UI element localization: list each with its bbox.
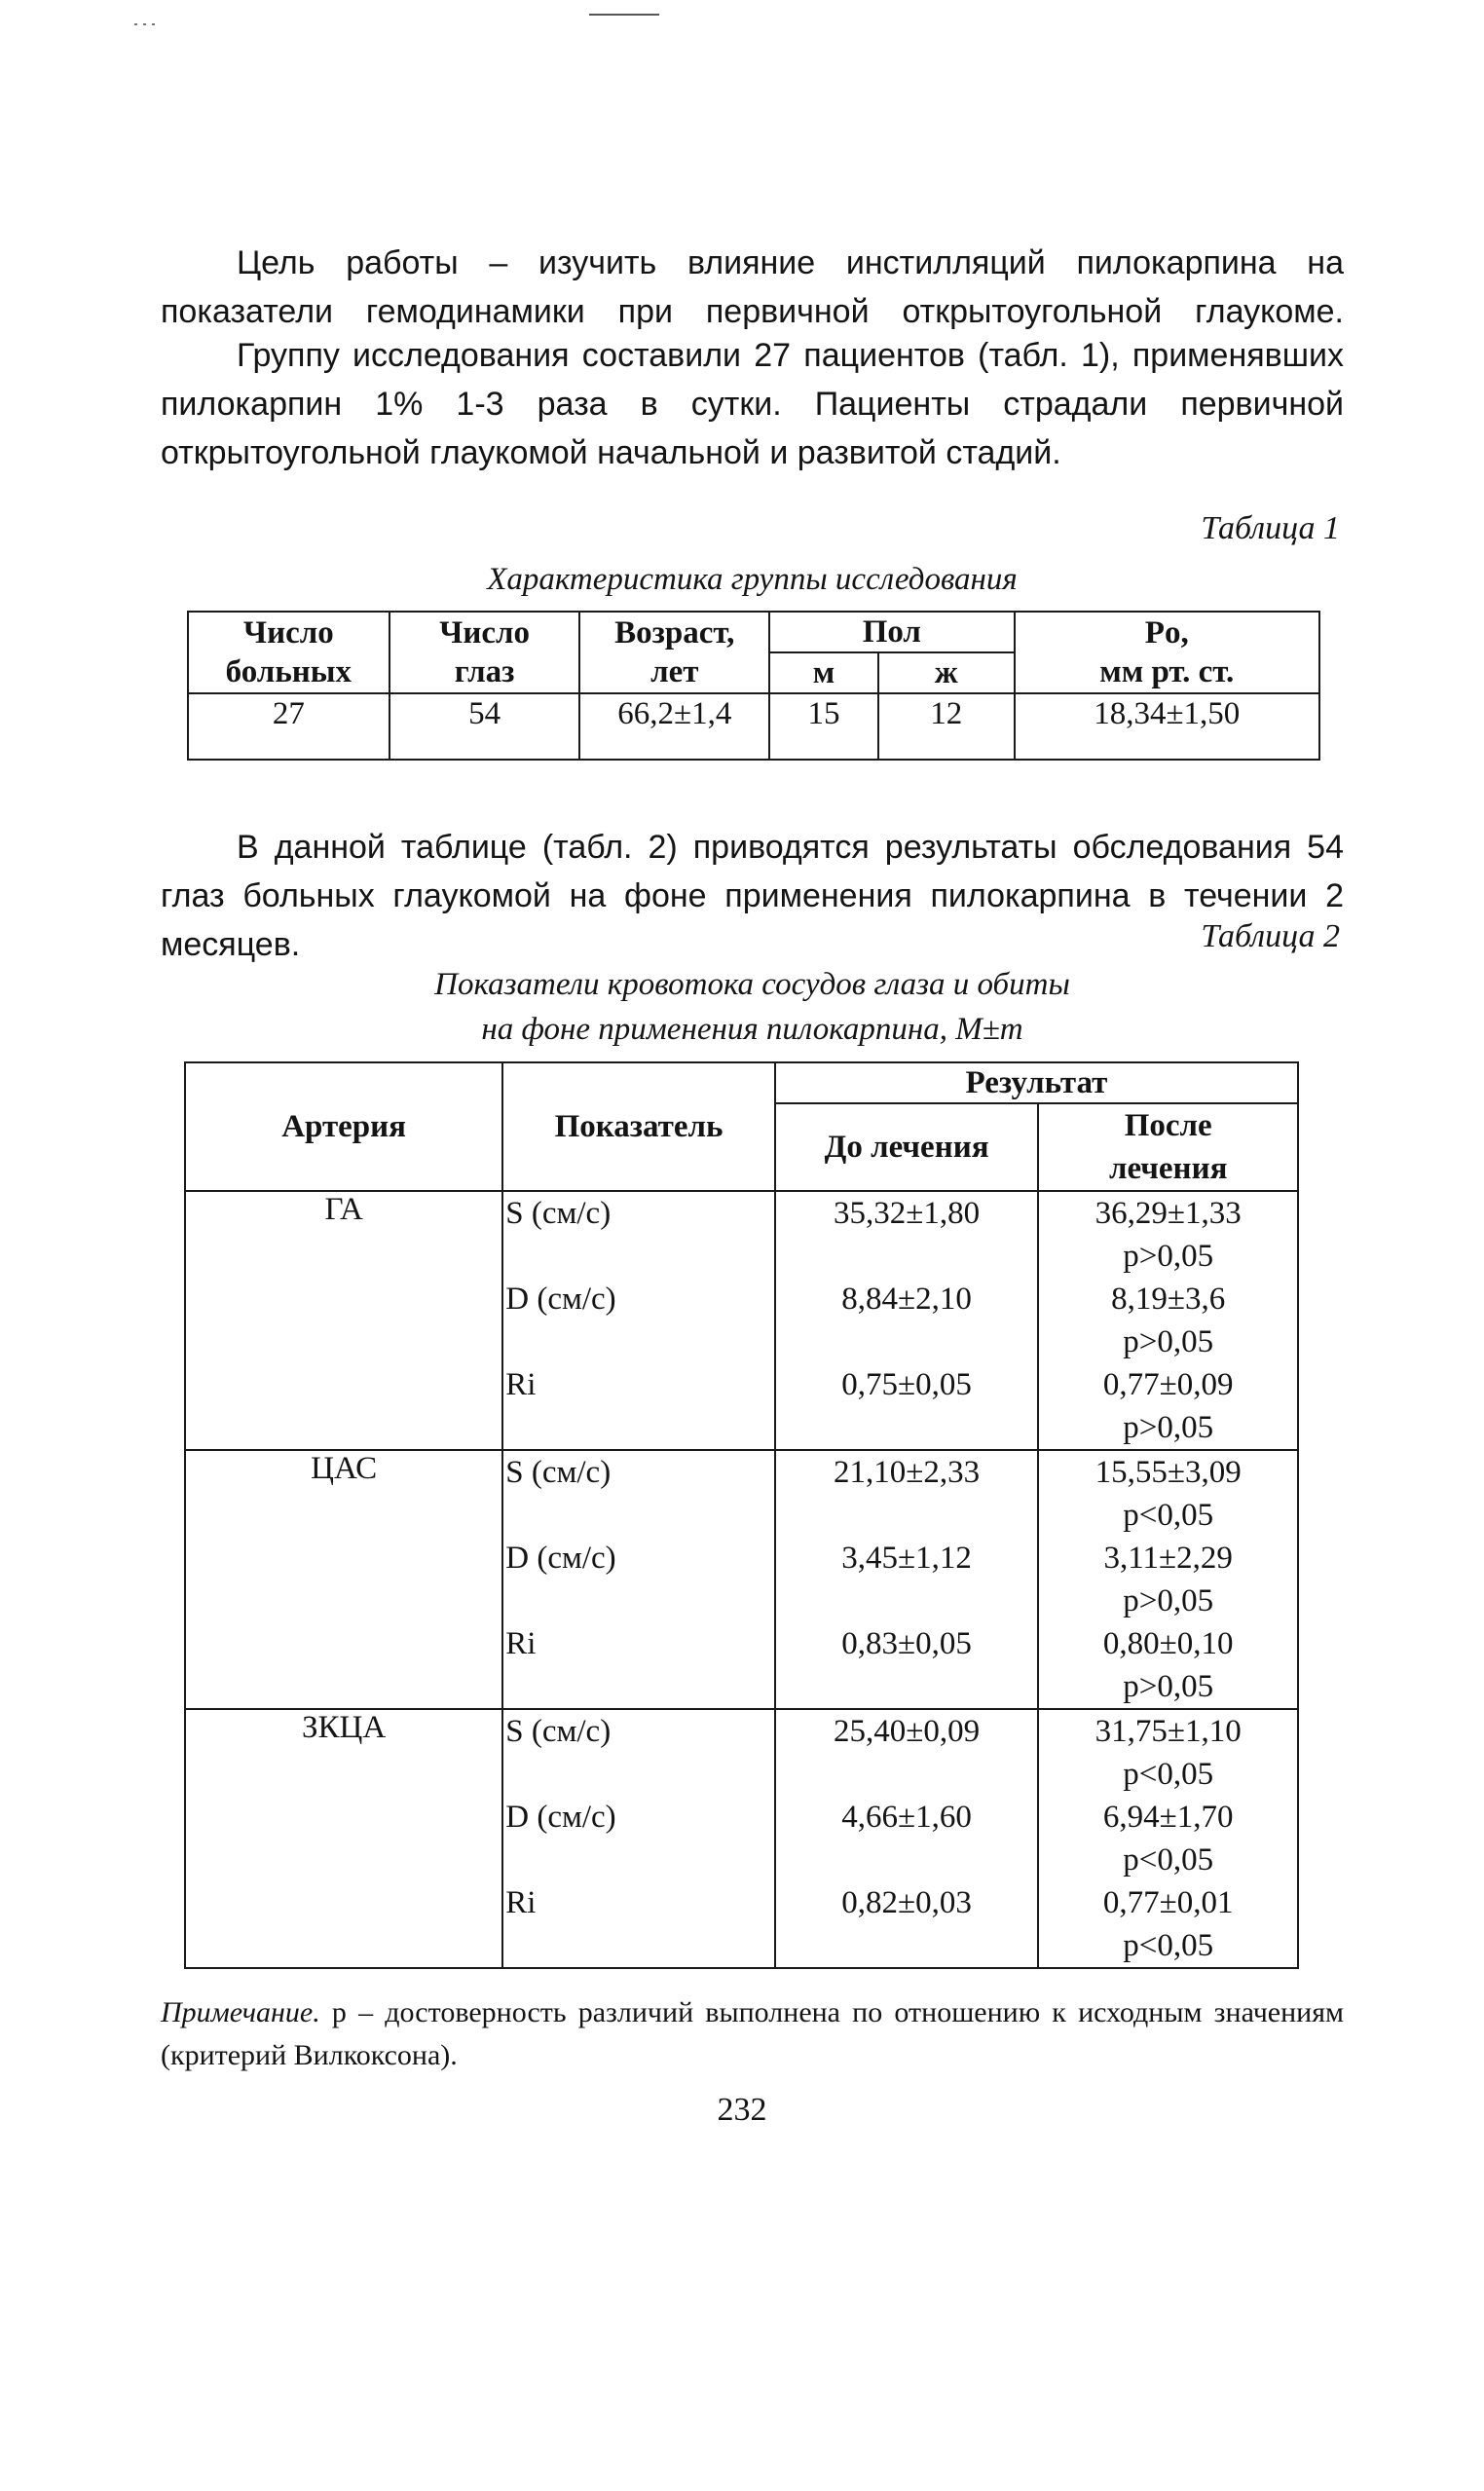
table1-label: Таблица 1 (1201, 510, 1340, 546)
table2-label: Таблица 2 (1201, 918, 1340, 954)
t1-header-age-l1: Возраст, (614, 615, 735, 651)
t2-before-ga (775, 1191, 1039, 1450)
t1-header-patients-l1: Число (242, 615, 334, 651)
t1-cell-po: 18,34±1,50 (1015, 693, 1319, 760)
t1-header-sex: Пол (769, 612, 1014, 652)
t2-ind: D (см/с) (505, 1800, 616, 1835)
t1-header-patients-l2: больных (225, 654, 352, 689)
table1 (187, 611, 1320, 761)
t1-cell-male: 15 (769, 693, 878, 760)
t2-before-cas (775, 1450, 1039, 1709)
table2-caption-line2: на фоне применения пилокарпина, M±m (481, 1012, 1023, 1047)
t2-p-value: p>0,05 (1123, 1669, 1214, 1704)
paragraph-group (161, 331, 1344, 477)
scan-specks (134, 23, 160, 25)
t2-header-after-l2: лечения (1108, 1151, 1228, 1186)
t1-header-po (1015, 612, 1319, 693)
t2-ind: S (см/с) (505, 1714, 612, 1749)
table-note (161, 1991, 1344, 2077)
t1-header-po-l1: Po, (1144, 615, 1189, 651)
t2-p-value: p<0,05 (1123, 1842, 1214, 1878)
paragraph-table2-intro (161, 823, 1344, 969)
t2-before-zkca (775, 1709, 1039, 1968)
t2-ind: Ri (505, 1367, 537, 1402)
t2-p-value: p>0,05 (1123, 1239, 1214, 1274)
t1-header-eyes-l1: Число (439, 615, 531, 651)
paragraph-goal-text: Цель работы – изучить влияние инстилляций пилокарпина на показатели гемодинамики при первичной открытоугольной глаукоме. (161, 244, 1344, 330)
t1-cell-eyes: 54 (390, 693, 580, 760)
t2-before: 35,32±1,80 (834, 1196, 981, 1231)
t2-before: 8,84±2,10 (841, 1282, 972, 1317)
t1-cell-female: 12 (878, 693, 1015, 760)
t2-artery-ga: ГА (185, 1191, 502, 1450)
t2-header-before: До лечения (775, 1103, 1039, 1191)
t2-ind: S (см/с) (505, 1455, 612, 1490)
table-row (185, 1709, 1298, 1968)
t1-cell-patients: 27 (188, 693, 390, 760)
t1-header-age (579, 612, 769, 693)
t1-header-eyes-l2: глаз (454, 654, 515, 689)
note-label: Примечание. (161, 1996, 320, 2028)
t1-cell-age: 66,2±1,4 (579, 693, 769, 760)
t2-before: 0,82±0,03 (841, 1885, 972, 1920)
t1-header-female: ж (878, 652, 1015, 693)
t2-ind: D (см/с) (505, 1541, 616, 1576)
t2-header-after (1038, 1103, 1298, 1191)
t2-before: 0,83±0,05 (841, 1626, 972, 1661)
t2-p-value: p<0,05 (1123, 1498, 1214, 1533)
t2-after-zkca (1038, 1709, 1298, 1968)
t2-header-after-l1: После (1124, 1108, 1212, 1143)
t2-after: 36,29±1,33 (1094, 1196, 1242, 1231)
t2-after: 0,80±0,10 (1102, 1626, 1234, 1661)
t2-before: 21,10±2,33 (834, 1455, 981, 1490)
t2-artery-cas: ЦАС (185, 1450, 502, 1709)
note-text: p – достоверность различий выполнена по отношению к исходным значениям (критерий Вилкоксона). (161, 1996, 1344, 2071)
t2-indicators-cas (502, 1450, 775, 1709)
t2-before: 4,66±1,60 (841, 1800, 972, 1835)
t2-header-indicator: Показатель (502, 1062, 775, 1191)
t2-after: 3,11±2,29 (1103, 1541, 1233, 1576)
t2-header-result: Результат (775, 1062, 1298, 1103)
table-row (185, 1450, 1298, 1709)
table1-caption: Характеристика группы исследования (487, 562, 1018, 597)
t2-indicators-ga (502, 1191, 775, 1450)
t2-indicators-zkca (502, 1709, 775, 1968)
table-row (185, 1191, 1298, 1450)
t2-after: 15,55±3,09 (1094, 1455, 1242, 1490)
t2-after: 31,75±1,10 (1094, 1714, 1242, 1749)
t2-before: 25,40±0,09 (834, 1714, 981, 1749)
t2-before: 0,75±0,05 (841, 1367, 972, 1402)
t2-ind: S (см/с) (505, 1196, 612, 1231)
table2-caption-line1: Показатели кровотока сосудов глаза и обиты (434, 967, 1070, 1002)
t2-after: 6,94±1,70 (1102, 1800, 1234, 1835)
t1-header-age-l2: лет (650, 654, 699, 689)
table-row (188, 693, 1319, 760)
t2-p-value: p<0,05 (1123, 1928, 1214, 1963)
paragraph-table2-intro-text: В данной таблице (табл. 2) приводятся результаты обследования 54 глаз больных глаукомой на фоне применения пилокарпина в течении 2 месяцев. (161, 829, 1344, 963)
t2-header-artery: Артерия (185, 1062, 502, 1191)
t2-p-value: p>0,05 (1123, 1410, 1214, 1445)
top-rule (589, 14, 659, 16)
t1-header-male: м (769, 652, 878, 693)
t1-header-eyes (390, 612, 580, 693)
paragraph-group-text: Группу исследования составили 27 пациентов (табл. 1), применявших пилокарпин 1% 1-3 раза в сутки. Пациенты страдали первичной открытоугольной глаукомой начальной и развитой стадий. (161, 337, 1344, 471)
t2-ind: Ri (505, 1885, 537, 1920)
table2 (184, 1061, 1299, 1969)
paragraph-goal (161, 239, 1344, 336)
t2-p-value: p>0,05 (1123, 1324, 1214, 1359)
page-number: 232 (717, 2092, 767, 2128)
t1-header-po-l2: мм рт. ст. (1099, 654, 1235, 689)
t1-header-patients (188, 612, 390, 693)
t2-ind: Ri (505, 1626, 537, 1661)
t2-after-ga (1038, 1191, 1298, 1450)
t2-after: 8,19±3,6 (1111, 1282, 1226, 1317)
t2-after: 0,77±0,09 (1102, 1367, 1234, 1402)
t2-artery-zkca: ЗКЦА (185, 1709, 502, 1968)
t2-p-value: p>0,05 (1123, 1583, 1214, 1618)
t2-ind: D (см/с) (505, 1282, 616, 1317)
t2-after: 0,77±0,01 (1102, 1885, 1234, 1920)
t2-after-cas (1038, 1450, 1298, 1709)
t2-p-value: p<0,05 (1123, 1757, 1214, 1792)
t2-before: 3,45±1,12 (841, 1541, 972, 1576)
